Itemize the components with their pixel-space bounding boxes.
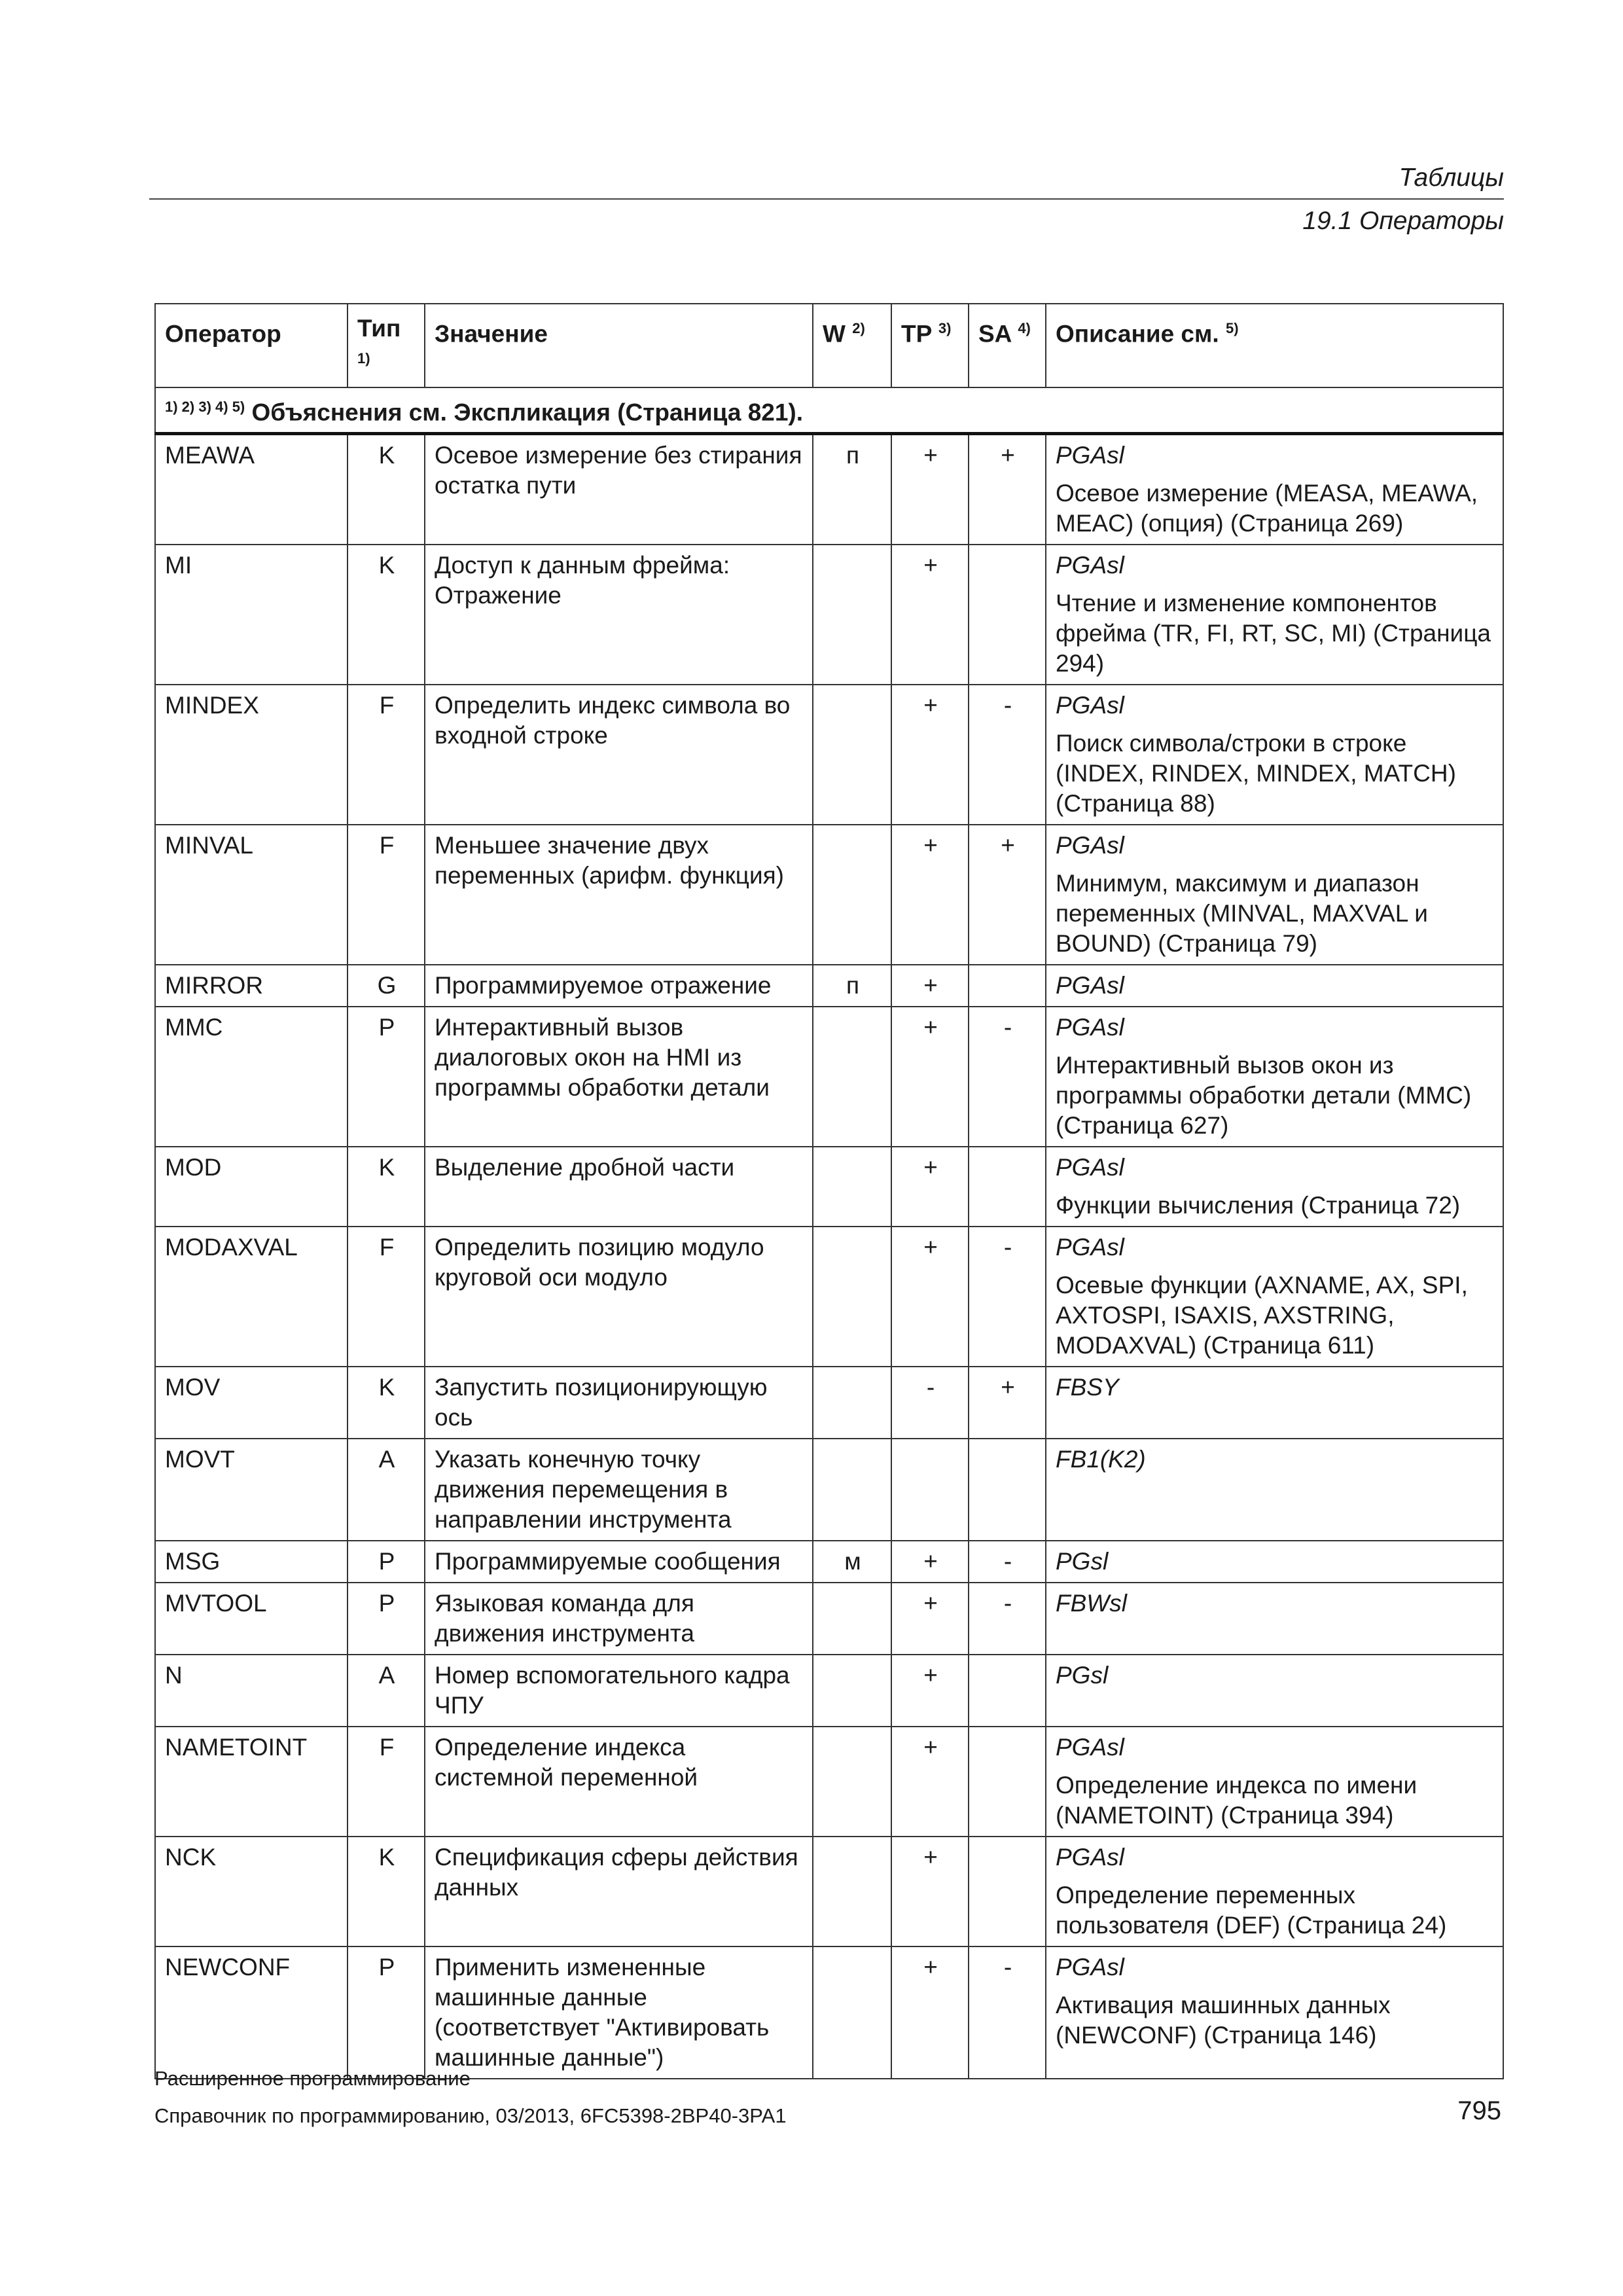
sa-cell: - — [969, 1946, 1046, 2079]
operator-cell: NCK — [155, 1837, 348, 1946]
sa-cell — [969, 965, 1046, 1007]
type-cell: P — [348, 1007, 425, 1147]
meaning-cell: Программируемое отражение — [425, 965, 813, 1007]
sa-cell — [969, 1147, 1046, 1227]
description-cell — [1046, 685, 1503, 825]
table-row — [155, 1655, 1503, 1727]
type-cell: K — [348, 1837, 425, 1946]
description-reference: PGAsl — [1056, 691, 1124, 719]
table-row — [155, 433, 1503, 545]
description-cell — [1046, 1007, 1503, 1147]
sa-cell: + — [969, 825, 1046, 965]
tp-cell: + — [891, 545, 969, 685]
tp-cell: + — [891, 685, 969, 825]
meaning-cell: Номер вспомогательного кадра ЧПУ — [425, 1655, 813, 1727]
description-reference: PGAsl — [1056, 1013, 1124, 1041]
tp-cell: + — [891, 1227, 969, 1367]
running-header-subsection: 19.1 Операторы — [1302, 207, 1504, 235]
meaning-cell: Программируемые сообщения — [425, 1541, 813, 1583]
meaning-cell: Определить позицию модуло круговой оси модуло — [425, 1227, 813, 1367]
w-cell — [813, 1946, 891, 2079]
tp-cell: + — [891, 1727, 969, 1837]
meaning-cell: Выделение дробной части — [425, 1147, 813, 1227]
footer-reference: Справочник по программированию, 03/2013, 6FC5398-2BP40-3PA1 — [154, 2104, 787, 2127]
sa-cell — [969, 1837, 1046, 1946]
w-cell: п — [813, 433, 891, 545]
description-reference: PGAsl — [1056, 831, 1124, 859]
table-row — [155, 685, 1503, 825]
sa-cell: - — [969, 1541, 1046, 1583]
table-row — [155, 825, 1503, 965]
tp-cell: + — [891, 1541, 969, 1583]
page-number: 795 — [1457, 2096, 1501, 2125]
column-header: Значение — [425, 304, 813, 387]
operator-cell: MIRROR — [155, 965, 348, 1007]
sa-cell: - — [969, 1227, 1046, 1367]
column-header: Оператор — [155, 304, 348, 387]
legend-row — [155, 387, 1503, 433]
description-text: Определение переменных пользователя (DEF) (Страница 24) — [1056, 1881, 1447, 1939]
table-row — [155, 1147, 1503, 1227]
column-header: W $^{2)}$ — [813, 304, 891, 387]
w-cell — [813, 1147, 891, 1227]
description-cell — [1046, 1439, 1503, 1541]
sa-cell — [969, 1439, 1046, 1541]
table-row — [155, 1727, 1503, 1837]
operator-cell: MOD — [155, 1147, 348, 1227]
w-cell — [813, 1367, 891, 1439]
table-row — [155, 545, 1503, 685]
meaning-cell: Определить индекс символа во входной строке — [425, 685, 813, 825]
description-reference: PGAsl — [1056, 1153, 1124, 1181]
column-header: SA $^{4)}$ — [969, 304, 1046, 387]
tp-cell: + — [891, 1007, 969, 1147]
description-reference: PGAsl — [1056, 551, 1124, 579]
type-cell: F — [348, 685, 425, 825]
type-cell: P — [348, 1583, 425, 1655]
w-cell — [813, 1727, 891, 1837]
description-reference: PGAsl — [1056, 971, 1124, 999]
description-text: Поиск символа/строки в строке (INDEX, RINDEX, MINDEX, MATCH) (Страница 88) — [1056, 729, 1456, 817]
tp-cell: + — [891, 433, 969, 545]
legend-notes: 1) 2) 3) 4) 5) — [165, 399, 245, 416]
type-cell: G — [348, 965, 425, 1007]
description-reference: PGsl — [1056, 1547, 1109, 1575]
description-reference: FB1(K2) — [1056, 1445, 1146, 1473]
description-text: Чтение и изменение компонентов фрейма (TR, FI, RT, SC, MI) (Страница 294) — [1056, 589, 1491, 677]
table-row — [155, 1007, 1503, 1147]
description-cell — [1046, 825, 1503, 965]
description-cell — [1046, 1147, 1503, 1227]
sa-cell — [969, 545, 1046, 685]
w-cell — [813, 1837, 891, 1946]
operator-cell: MINDEX — [155, 685, 348, 825]
table-row — [155, 1367, 1503, 1439]
sa-cell: - — [969, 1583, 1046, 1655]
description-reference: PGsl — [1056, 1661, 1109, 1689]
description-text: Функции вычисления (Страница 72) — [1056, 1191, 1461, 1219]
type-cell: K — [348, 1367, 425, 1439]
description-text: Активация машинных данных (NEWCONF) (Страница 146) — [1056, 1991, 1391, 2049]
meaning-cell: Запустить позиционирующую ось — [425, 1367, 813, 1439]
meaning-cell: Меньшее значение двух переменных (арифм. функция) — [425, 825, 813, 965]
sa-cell: + — [969, 1367, 1046, 1439]
legend-cell — [155, 387, 1503, 433]
table-row — [155, 1227, 1503, 1367]
w-cell — [813, 1583, 891, 1655]
sa-cell: + — [969, 433, 1046, 545]
description-text: Определение индекса по имени (NAMETOINT) (Страница 394) — [1056, 1771, 1418, 1829]
meaning-cell: Доступ к данным фрейма: Отражение — [425, 545, 813, 685]
table-row — [155, 1837, 1503, 1946]
description-reference: PGAsl — [1056, 1843, 1124, 1871]
description-text: Осевые функции (AXNAME, AX, SPI, AXTOSPI, ISAXIS, AXSTRING, MODAXVAL) (Страница 611) — [1056, 1271, 1468, 1359]
operator-cell: MOV — [155, 1367, 348, 1439]
meaning-cell: Осевое измерение без стирания остатка пути — [425, 433, 813, 545]
operator-cell: NAMETOINT — [155, 1727, 348, 1837]
operator-cell: MOVT — [155, 1439, 348, 1541]
sa-cell: - — [969, 685, 1046, 825]
running-header-section: Таблицы — [1399, 164, 1504, 192]
column-header: TP $^{3)}$ — [891, 304, 969, 387]
operator-cell: MODAXVAL — [155, 1227, 348, 1367]
w-cell — [813, 1439, 891, 1541]
header-divider — [149, 198, 1504, 200]
description-cell — [1046, 1541, 1503, 1583]
type-cell: K — [348, 1147, 425, 1227]
operator-cell: NEWCONF — [155, 1946, 348, 2079]
legend-text: Объяснения см. Экспликация (Страница 821). — [251, 399, 804, 426]
tp-cell: + — [891, 1583, 969, 1655]
description-cell — [1046, 545, 1503, 685]
tp-cell — [891, 1439, 969, 1541]
column-header: Тип $^{1)}$ — [348, 304, 425, 387]
meaning-cell: Интерактивный вызов диалоговых окон на HMI из программы обработки детали — [425, 1007, 813, 1147]
type-cell: A — [348, 1439, 425, 1541]
tp-cell: + — [891, 965, 969, 1007]
operator-cell: MEAWA — [155, 433, 348, 545]
description-text: Интерактивный вызов окон из программы обработки детали (MMC) (Страница 627) — [1056, 1051, 1472, 1139]
table-body — [155, 433, 1503, 2079]
description-reference: PGAsl — [1056, 1953, 1124, 1981]
description-cell — [1046, 1655, 1503, 1727]
type-cell: A — [348, 1655, 425, 1727]
type-cell: F — [348, 1227, 425, 1367]
description-text: Осевое измерение (MEASA, MEAWA, MEAC) (опция) (Страница 269) — [1056, 479, 1478, 537]
w-cell — [813, 1655, 891, 1727]
type-cell: F — [348, 1727, 425, 1837]
type-cell: P — [348, 1946, 425, 2079]
table-row — [155, 965, 1503, 1007]
description-reference: PGAsl — [1056, 1733, 1124, 1761]
table-row — [155, 1439, 1503, 1541]
description-cell — [1046, 433, 1503, 545]
type-cell: F — [348, 825, 425, 965]
operator-cell: MMC — [155, 1007, 348, 1147]
table-row — [155, 1541, 1503, 1583]
operators-table — [154, 303, 1504, 2079]
operator-cell: MSG — [155, 1541, 348, 1583]
w-cell — [813, 685, 891, 825]
description-reference: PGAsl — [1056, 441, 1124, 469]
table-row — [155, 1946, 1503, 2079]
table-row — [155, 1583, 1503, 1655]
tp-cell: + — [891, 1946, 969, 2079]
meaning-cell: Определение индекса системной переменной — [425, 1727, 813, 1837]
description-cell — [1046, 1583, 1503, 1655]
w-cell: п — [813, 965, 891, 1007]
operator-cell: MVTOOL — [155, 1583, 348, 1655]
type-cell: K — [348, 433, 425, 545]
tp-cell: - — [891, 1367, 969, 1439]
sa-cell — [969, 1727, 1046, 1837]
description-cell — [1046, 1946, 1503, 2079]
operator-cell: N — [155, 1655, 348, 1727]
tp-cell: + — [891, 1655, 969, 1727]
meaning-cell: Указать конечную точку движения перемещения в направлении инструмента — [425, 1439, 813, 1541]
description-text: Минимум, максимум и диапазон переменных (MINVAL, MAXVAL и BOUND) (Страница 79) — [1056, 869, 1428, 957]
description-reference: FBSY — [1056, 1373, 1119, 1401]
description-cell — [1046, 1367, 1503, 1439]
meaning-cell: Спецификация сферы действия данных — [425, 1837, 813, 1946]
tp-cell: + — [891, 1147, 969, 1227]
type-cell: P — [348, 1541, 425, 1583]
operator-cell: MI — [155, 545, 348, 685]
w-cell — [813, 1227, 891, 1367]
operator-cell: MINVAL — [155, 825, 348, 965]
w-cell — [813, 825, 891, 965]
description-cell — [1046, 1227, 1503, 1367]
sa-cell: - — [969, 1007, 1046, 1147]
tp-cell: + — [891, 1837, 969, 1946]
w-cell — [813, 545, 891, 685]
w-cell: м — [813, 1541, 891, 1583]
description-cell — [1046, 1837, 1503, 1946]
sa-cell — [969, 1655, 1046, 1727]
description-cell — [1046, 1727, 1503, 1837]
description-cell — [1046, 965, 1503, 1007]
tp-cell: + — [891, 825, 969, 965]
description-reference: PGAsl — [1056, 1233, 1124, 1261]
meaning-cell: Языковая команда для движения инструмента — [425, 1583, 813, 1655]
meaning-cell: Применить измененные машинные данные (соответствует "Активировать машинные данные") — [425, 1946, 813, 2079]
description-reference: FBWsl — [1056, 1589, 1127, 1617]
column-header: Описание см. $^{5)}$ — [1046, 304, 1503, 387]
w-cell — [813, 1007, 891, 1147]
type-cell: K — [348, 545, 425, 685]
footer-title: Расширенное программирование — [154, 2067, 471, 2090]
table-header-row — [155, 304, 1503, 387]
